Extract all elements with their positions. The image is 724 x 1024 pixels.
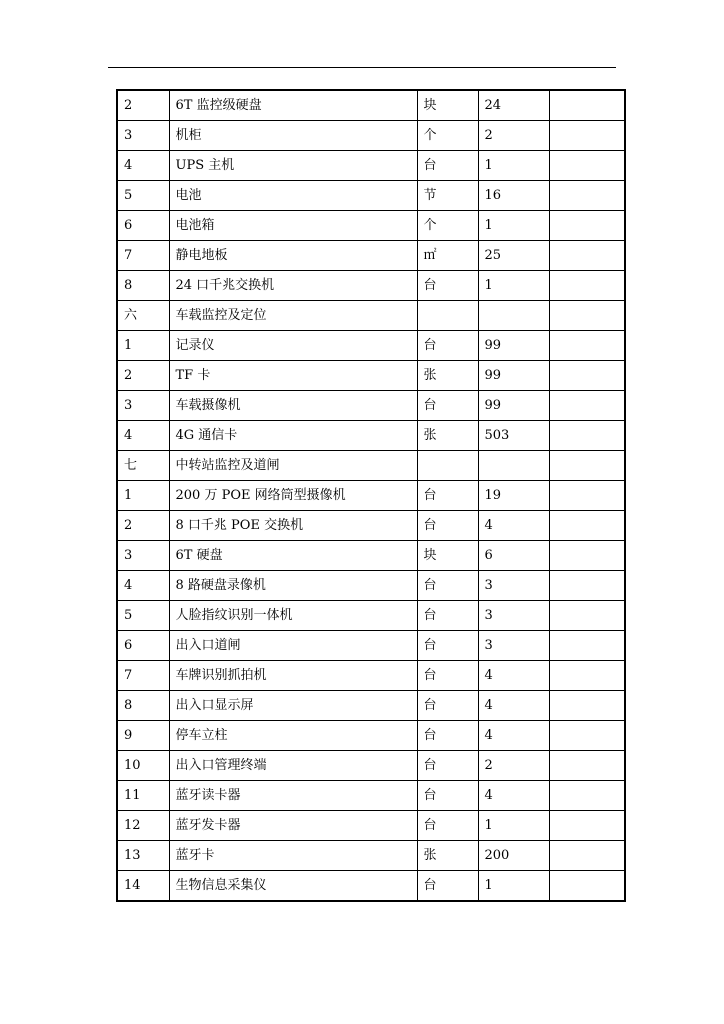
item-quantity: 1	[478, 151, 549, 181]
equipment-table	[116, 89, 626, 902]
item-remark	[549, 181, 625, 211]
item-name: 车载监控及定位	[169, 301, 417, 331]
table-body	[117, 90, 625, 901]
item-quantity: 24	[478, 90, 549, 121]
item-unit	[417, 301, 478, 331]
item-quantity: 4	[478, 721, 549, 751]
item-quantity	[478, 451, 549, 481]
item-quantity: 503	[478, 421, 549, 451]
row-number: 1	[117, 481, 169, 511]
item-name: 静电地板	[169, 241, 417, 271]
row-number: 9	[117, 721, 169, 751]
item-quantity: 1	[478, 811, 549, 841]
item-quantity: 4	[478, 661, 549, 691]
row-number: 2	[117, 511, 169, 541]
item-name: 生物信息采集仪	[169, 871, 417, 902]
item-quantity	[478, 301, 549, 331]
item-name: 8 口千兆 POE 交换机	[169, 511, 417, 541]
row-number: 4	[117, 151, 169, 181]
table-row	[117, 871, 625, 902]
item-name: 蓝牙读卡器	[169, 781, 417, 811]
table-row	[117, 661, 625, 691]
item-unit: 台	[417, 751, 478, 781]
item-quantity: 19	[478, 481, 549, 511]
item-name: 停车立柱	[169, 721, 417, 751]
table-row	[117, 271, 625, 301]
item-quantity: 16	[478, 181, 549, 211]
item-name: 记录仪	[169, 331, 417, 361]
table-row	[117, 841, 625, 871]
row-number: 10	[117, 751, 169, 781]
row-number: 4	[117, 571, 169, 601]
table-row	[117, 121, 625, 151]
item-remark	[549, 511, 625, 541]
item-name: 200 万 POE 网络筒型摄像机	[169, 481, 417, 511]
item-remark	[549, 121, 625, 151]
row-number: 七	[117, 451, 169, 481]
item-remark	[549, 601, 625, 631]
table-row	[117, 601, 625, 631]
item-remark	[549, 151, 625, 181]
item-name: 车载摄像机	[169, 391, 417, 421]
item-remark	[549, 541, 625, 571]
item-quantity: 99	[478, 331, 549, 361]
item-remark	[549, 211, 625, 241]
item-unit: 台	[417, 871, 478, 902]
table-row	[117, 691, 625, 721]
item-unit	[417, 451, 478, 481]
item-quantity: 4	[478, 691, 549, 721]
item-quantity: 4	[478, 781, 549, 811]
item-name: 6T 硬盘	[169, 541, 417, 571]
item-name: 24 口千兆交换机	[169, 271, 417, 301]
item-remark	[549, 751, 625, 781]
item-remark	[549, 721, 625, 751]
row-number: 4	[117, 421, 169, 451]
item-unit: 张	[417, 421, 478, 451]
row-number: 5	[117, 181, 169, 211]
item-remark	[549, 361, 625, 391]
row-number: 3	[117, 541, 169, 571]
item-name: 电池箱	[169, 211, 417, 241]
item-name: 机柜	[169, 121, 417, 151]
item-unit: 块	[417, 90, 478, 121]
item-quantity: 4	[478, 511, 549, 541]
row-number: 3	[117, 121, 169, 151]
item-quantity: 25	[478, 241, 549, 271]
item-remark	[549, 481, 625, 511]
table-row	[117, 90, 625, 121]
row-number: 8	[117, 271, 169, 301]
table-row	[117, 571, 625, 601]
item-unit: 台	[417, 811, 478, 841]
row-number: 7	[117, 661, 169, 691]
item-remark	[549, 811, 625, 841]
table-row	[117, 511, 625, 541]
row-number: 5	[117, 601, 169, 631]
row-number: 6	[117, 211, 169, 241]
item-quantity: 1	[478, 871, 549, 902]
item-unit: 块	[417, 541, 478, 571]
item-unit: 台	[417, 271, 478, 301]
row-number: 六	[117, 301, 169, 331]
item-quantity: 2	[478, 751, 549, 781]
item-remark	[549, 781, 625, 811]
table-row	[117, 781, 625, 811]
table-row	[117, 721, 625, 751]
item-name: 人脸指纹识别一体机	[169, 601, 417, 631]
item-remark	[549, 841, 625, 871]
item-unit: 台	[417, 481, 478, 511]
item-quantity: 1	[478, 271, 549, 301]
item-unit: 台	[417, 781, 478, 811]
item-unit: 个	[417, 121, 478, 151]
table-row	[117, 361, 625, 391]
table-row	[117, 391, 625, 421]
item-unit: 台	[417, 631, 478, 661]
item-unit: 节	[417, 181, 478, 211]
item-name: 电池	[169, 181, 417, 211]
item-unit: 台	[417, 721, 478, 751]
row-number: 11	[117, 781, 169, 811]
item-remark	[549, 451, 625, 481]
item-name: 4G 通信卡	[169, 421, 417, 451]
item-name: 中转站监控及道闸	[169, 451, 417, 481]
item-quantity: 99	[478, 391, 549, 421]
item-name: 蓝牙发卡器	[169, 811, 417, 841]
table-row	[117, 811, 625, 841]
row-number: 7	[117, 241, 169, 271]
table-row	[117, 211, 625, 241]
row-number: 6	[117, 631, 169, 661]
item-quantity: 2	[478, 121, 549, 151]
item-remark	[549, 331, 625, 361]
item-unit: 台	[417, 571, 478, 601]
item-remark	[549, 631, 625, 661]
item-remark	[549, 301, 625, 331]
table-row	[117, 181, 625, 211]
row-number: 14	[117, 871, 169, 902]
item-unit: 个	[417, 211, 478, 241]
item-remark	[549, 90, 625, 121]
table-row	[117, 481, 625, 511]
item-unit: 台	[417, 151, 478, 181]
item-name: TF 卡	[169, 361, 417, 391]
item-remark	[549, 871, 625, 902]
header-rule	[108, 67, 616, 68]
item-remark	[549, 241, 625, 271]
table-row	[117, 631, 625, 661]
item-unit: 台	[417, 601, 478, 631]
table-row	[117, 751, 625, 781]
item-unit: 张	[417, 361, 478, 391]
item-unit: ㎡	[417, 241, 478, 271]
row-number: 8	[117, 691, 169, 721]
table-row	[117, 301, 625, 331]
row-number: 2	[117, 90, 169, 121]
item-quantity: 99	[478, 361, 549, 391]
item-name: 8 路硬盘录像机	[169, 571, 417, 601]
item-name: 出入口道闸	[169, 631, 417, 661]
item-name: 蓝牙卡	[169, 841, 417, 871]
table-row	[117, 331, 625, 361]
row-number: 13	[117, 841, 169, 871]
item-quantity: 3	[478, 631, 549, 661]
item-unit: 台	[417, 511, 478, 541]
item-name: 车牌识别抓拍机	[169, 661, 417, 691]
table-row	[117, 241, 625, 271]
item-remark	[549, 661, 625, 691]
row-number: 2	[117, 361, 169, 391]
item-name: 出入口显示屏	[169, 691, 417, 721]
item-remark	[549, 421, 625, 451]
row-number: 12	[117, 811, 169, 841]
item-unit: 台	[417, 661, 478, 691]
item-name: 出入口管理终端	[169, 751, 417, 781]
table-row	[117, 451, 625, 481]
item-quantity: 3	[478, 571, 549, 601]
item-unit: 台	[417, 391, 478, 421]
item-quantity: 200	[478, 841, 549, 871]
item-quantity: 1	[478, 211, 549, 241]
item-unit: 台	[417, 691, 478, 721]
item-name: UPS 主机	[169, 151, 417, 181]
table-row	[117, 151, 625, 181]
item-name: 6T 监控级硬盘	[169, 90, 417, 121]
item-unit: 台	[417, 331, 478, 361]
item-remark	[549, 271, 625, 301]
row-number: 1	[117, 331, 169, 361]
item-quantity: 3	[478, 601, 549, 631]
table-row	[117, 421, 625, 451]
item-remark	[549, 391, 625, 421]
row-number: 3	[117, 391, 169, 421]
item-quantity: 6	[478, 541, 549, 571]
item-remark	[549, 571, 625, 601]
item-remark	[549, 691, 625, 721]
table-row	[117, 541, 625, 571]
item-unit: 张	[417, 841, 478, 871]
